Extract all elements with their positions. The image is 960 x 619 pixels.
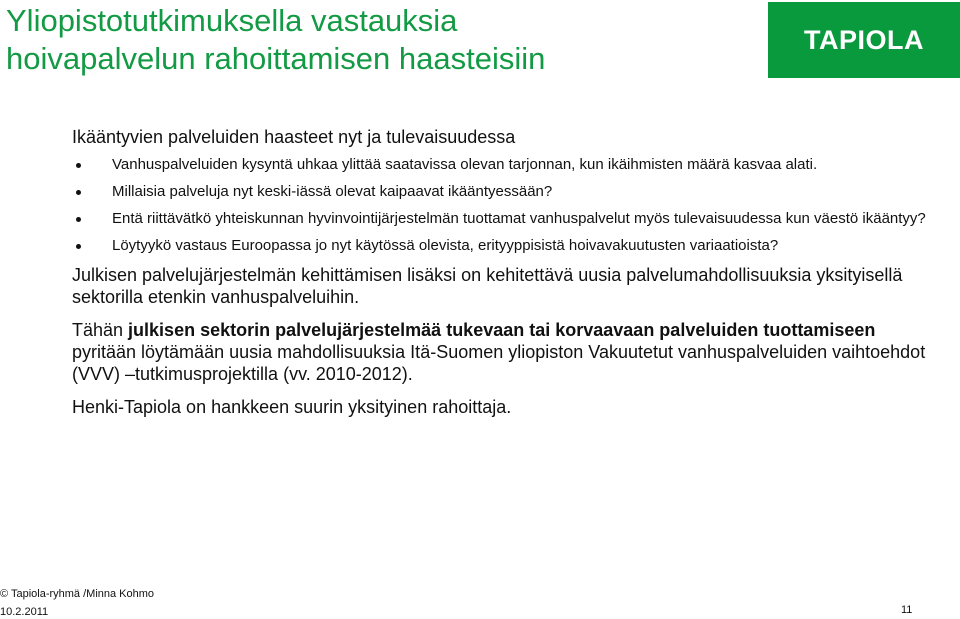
bullet-dot-icon — [76, 190, 81, 195]
bullet-dot-icon — [76, 163, 81, 168]
slide-title-line-2: hoivapalvelun rahoittamisen haasteisiin — [6, 41, 546, 76]
bullet-text: Löytyykö vastaus Euroopassa jo nyt käytössä olevista, erityyppisistä hoivavakuutusten variaatioista? — [112, 237, 779, 254]
paragraph-text: pyritään löytämään uusia mahdollisuuksia Itä-Suomen yliopiston Vakuutetut vanhuspalveluiden vaihtoehdot (VVV) –tutkimusprojektilla (vv. 2010-2012). — [72, 342, 926, 384]
bullet-item — [72, 210, 932, 228]
bullet-dot-icon — [76, 244, 81, 249]
paragraph-emphasis: julkisen sektorin palvelujärjestelmää tukevaan tai korvaavaan palveluiden tuottamiseen — [128, 320, 876, 340]
bullet-text: Entä riittävätkö yhteiskunnan hyvinvointijärjestelmän tuottamat vanhuspalvelut myös tulevaisuudessa kun väestö ikääntyy? — [112, 210, 926, 227]
slide-content — [72, 126, 932, 429]
bullet-list — [72, 156, 932, 255]
tapiola-logo — [768, 2, 960, 78]
bullet-text: Millaisia palveluja nyt keski-iässä olevat kaipaavat ikääntyessään? — [112, 183, 553, 200]
footer-copyright: © Tapiola-ryhmä /Minna Kohmo — [0, 588, 155, 600]
paragraph-funder: Henki-Tapiola on hankkeen suurin yksityinen rahoittaja. — [72, 397, 512, 417]
bullet-item — [72, 156, 932, 174]
page-number: 11 — [901, 604, 913, 616]
slide-title — [6, 2, 545, 78]
footer-date: 10.2.2011 — [0, 606, 49, 618]
paragraph-public-services: Julkisen palvelujärjestelmän kehittämisen lisäksi on kehitettävä uusia palvelumahdollisuuksia yksityisellä sektorilla etenkin vanhuspalveluihin. — [72, 265, 903, 307]
bullet-item — [72, 183, 932, 201]
slide-title-line-1: Yliopistotutkimuksella vastauksia — [6, 3, 458, 38]
bullet-dot-icon — [76, 217, 81, 222]
section-heading: Ikääntyvien palveluiden haasteet nyt ja tulevaisuudessa — [72, 127, 516, 147]
bullet-item — [72, 237, 932, 255]
bullet-text: Vanhuspalveluiden kysyntä uhkaa ylittää saatavissa olevan tarjonnan, kun ikäihmisten määrä kasvaa alati. — [112, 156, 818, 173]
tapiola-logo-text: TAPIOLA — [804, 24, 924, 55]
paragraph-text: Tähän — [72, 320, 129, 340]
paragraph-research-project — [72, 319, 932, 385]
